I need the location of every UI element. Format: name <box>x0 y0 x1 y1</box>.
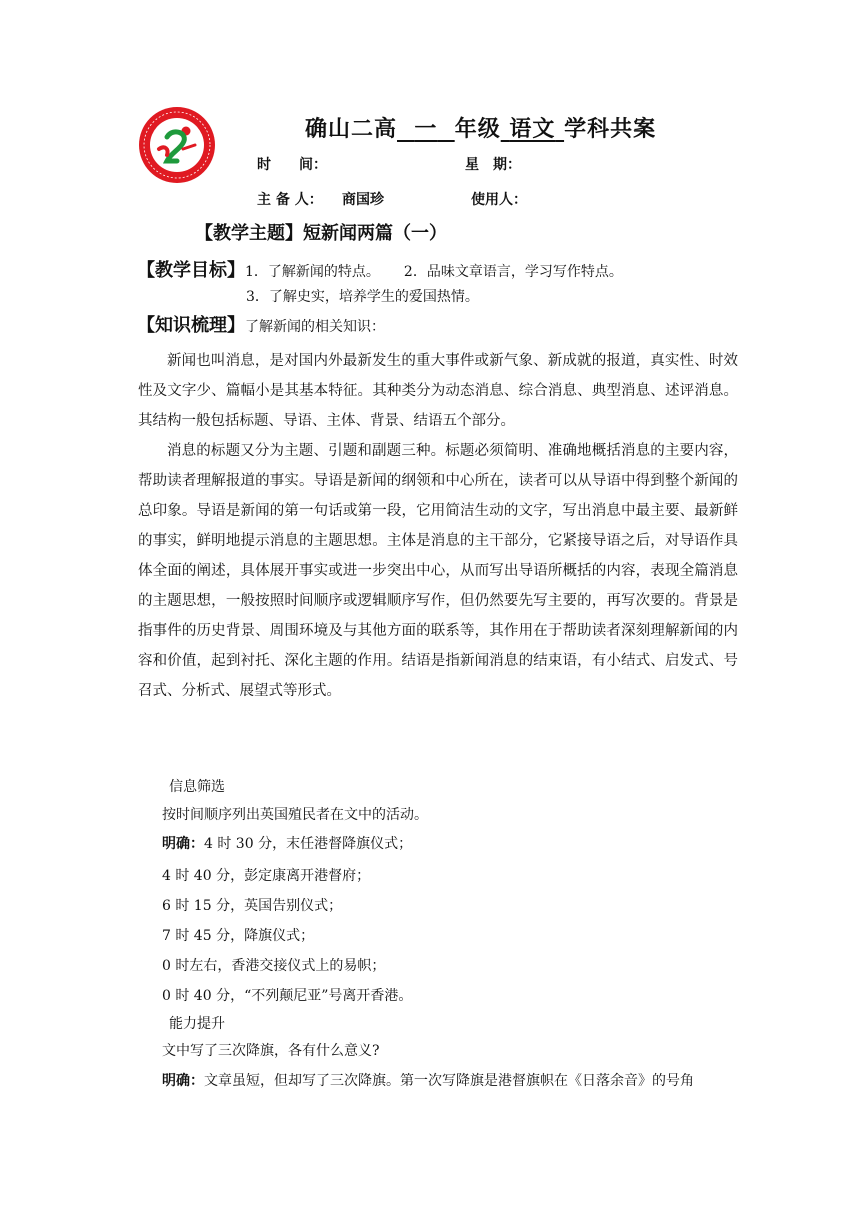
knowledge-paragraph-1: 新闻也叫消息，是对国内外最新发生的重大事件或新气象、新成就的报道，真实性、时效性及文字少、篇幅小是其基本特征。其种类分为动态消息、综合消息、典型消息、述评消息。其结构一般包括标题、导语、主体、背景、结语五个部分。 <box>138 353 738 429</box>
time-label: 时 间： <box>257 157 327 173</box>
ability-heading: 能力提升 <box>169 1016 225 1032</box>
user-label: 使用人： <box>471 192 527 208</box>
screening-item: 4 时 40 分，彭定康离开港督府； <box>162 868 371 884</box>
goal-item-1: 1．了解新闻的特点。 <box>245 264 380 280</box>
knowledge-label: 【知识梳理】 <box>137 315 245 336</box>
title-prefix: 确山二高 <box>305 117 398 142</box>
knowledge-intro: 了解新闻的相关知识： <box>245 319 385 335</box>
screening-item: 明确：4 时 30 分，末任港督降旗仪式； <box>162 836 413 852</box>
screening-item: 0 时左右，香港交接仪式上的易帜； <box>162 958 386 974</box>
goal-item-2: 2．品味文章语言，学习写作特点。 <box>403 264 623 280</box>
screening-heading: 信息筛选 <box>169 779 225 795</box>
screening-question: 按时间顺序列出英国殖民者在文中的活动。 <box>162 807 428 823</box>
title-suffix: 学科共案 <box>564 117 657 142</box>
ability-question: 文中写了三次降旗，各有什么意义? <box>162 1043 380 1059</box>
teaching-theme: 【教学主题】短新闻两篇（一） <box>195 223 447 244</box>
goal-item-3: 3．了解史实，培养学生的爱国热情。 <box>246 289 479 305</box>
grade-label: 年级 <box>454 117 501 142</box>
screening-item: 6 时 15 分，英国告别仪式； <box>162 898 343 914</box>
grade-blank: 一 <box>414 117 438 142</box>
page-title <box>305 112 656 143</box>
school-emblem-icon <box>137 105 217 185</box>
screening-item: 7 时 45 分，降旗仪式； <box>162 928 315 944</box>
subject-blank: 语文 <box>509 117 556 142</box>
screening-item: 0 时 40 分，“不列颠尼亚”号离开香港。 <box>162 988 413 1004</box>
ability-answer: 明确：文章虽短，但却写了三次降旗。第一次写降旗是港督旗帜在《日落余音》的号角 <box>162 1073 694 1089</box>
author-label: 主 备 人： <box>257 192 323 208</box>
answer-label: 明确： <box>162 836 204 852</box>
knowledge-row <box>137 311 385 337</box>
goals-label: 【教学目标】 <box>137 260 245 281</box>
answer-label: 明确： <box>162 1073 204 1089</box>
knowledge-paragraph-2: 消息的标题又分为主题、引题和副题三种。标题必须简明、准确地概括消息的主要内容，帮助读者理解报道的事实。导语是新闻的纲领和中心所在，读者可以从导语中得到整个新闻的总印象。导语是新闻的第一句话或第一段，它用简洁生动的文字，写出消息中最主要、最新鲜的事实，鲜明地提示消息的主题思想。主体是消息的主干部分，它紧接导语之后，对导语作具体全面的阐述，具体展开事实或进一步突出中心，从而写出导语所概括的内容，表现全篇消息的主题思想，一般按照时间顺序或逻辑顺序写作，但仍然要先写主要的，再写次要的。背景是指事件的历史背景、周围环境及与其他方面的联系等，其作用在于帮助读者深刻理解新闻的内容和价值，起到衬托、深化主题的作用。结语是指新闻消息的结束语，有小结式、启发式、号召式、分析式、展望式等形式。 <box>138 443 738 699</box>
goals-row <box>137 256 623 282</box>
weekday-label: 星 期： <box>465 157 521 173</box>
author-name: 商国珍 <box>342 192 384 208</box>
school-logo <box>137 105 217 185</box>
